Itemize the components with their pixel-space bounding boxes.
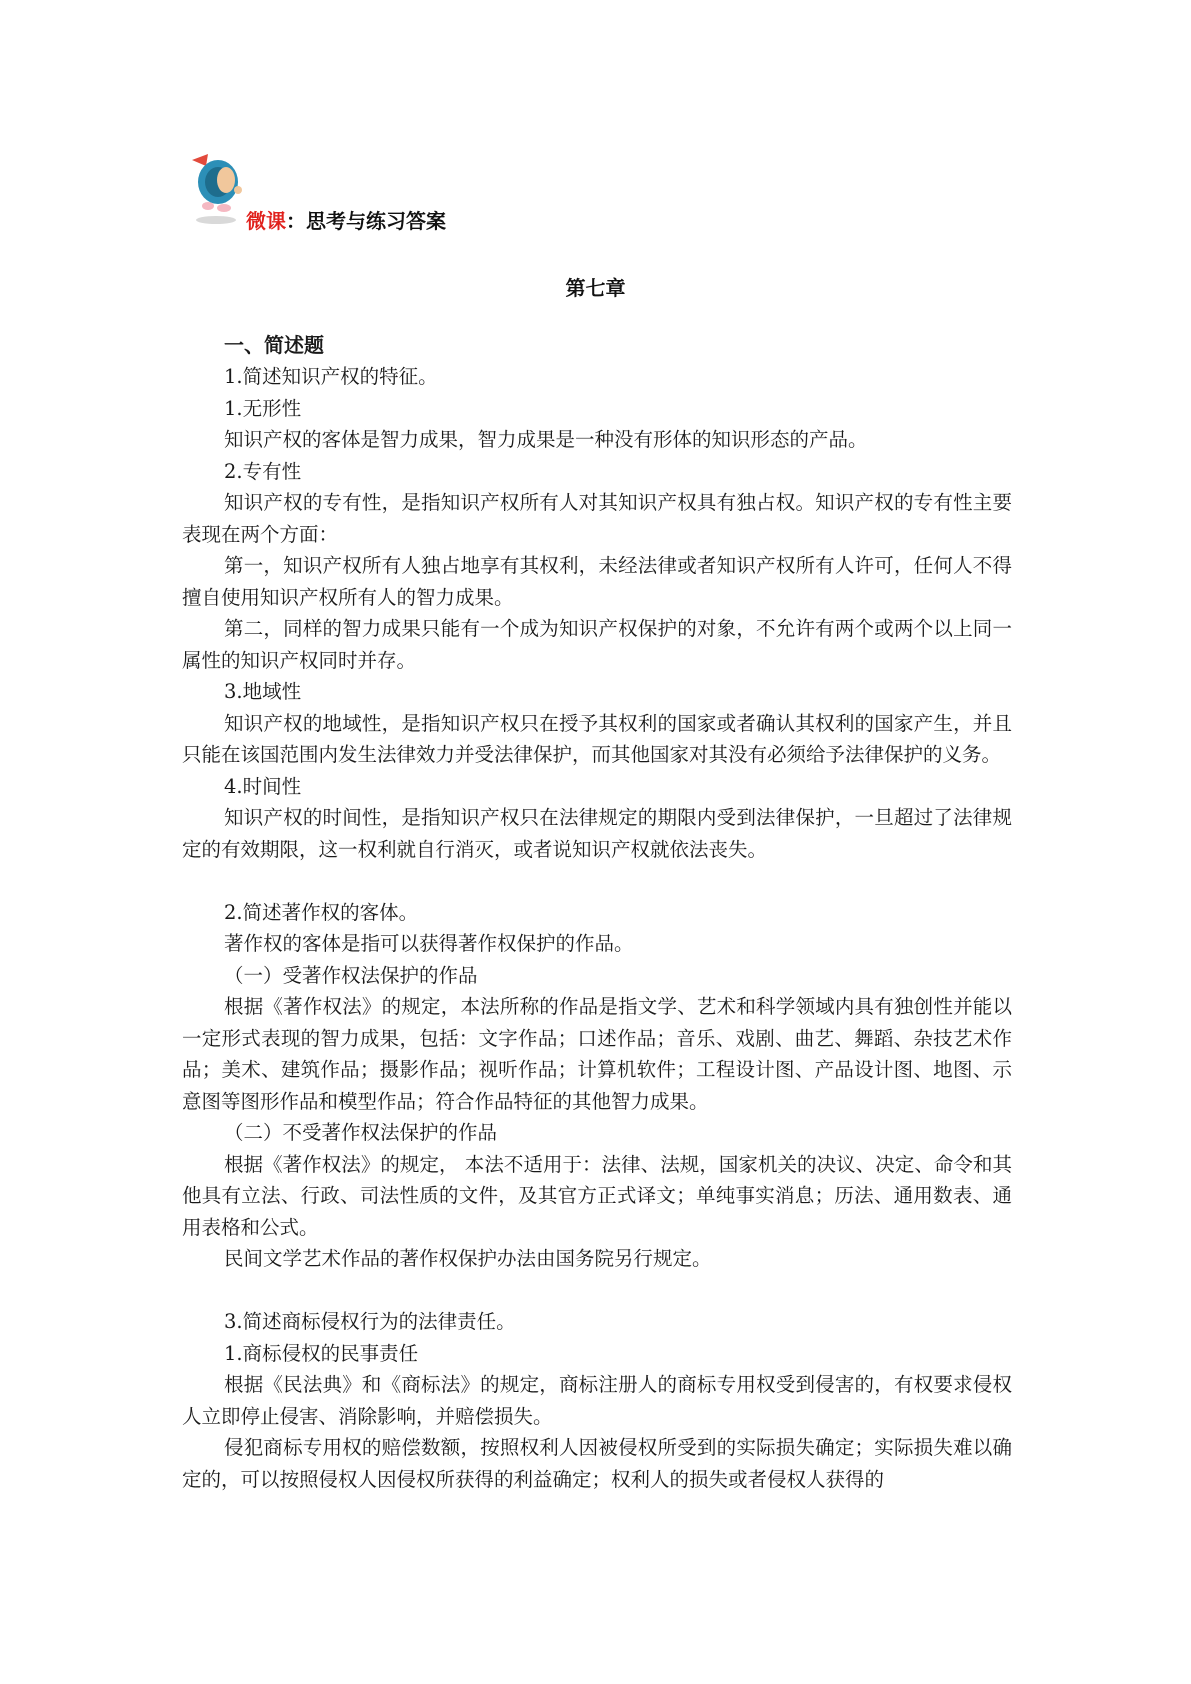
question-2: 2.简述著作权的客体。 bbox=[224, 900, 419, 924]
paragraph: 知识产权的客体是智力成果，智力成果是一种没有形体的知识形态的产品。 bbox=[224, 428, 868, 451]
point-heading: （一）受著作权法保护的作品 bbox=[224, 963, 478, 987]
paragraph: 侵犯商标专用权的赔偿数额，按照权利人因被侵权所受到的实际损失确定；实际损失难以确定的，可以按照侵权人因侵权所获得的利益确定；权利人的损失或者侵权人获得的 bbox=[182, 1436, 1012, 1491]
point-heading: 2.专有性 bbox=[224, 459, 302, 483]
paragraph: 第一，知识产权所有人独占地享有其权利，未经法律或者知识产权所有人许可，任何人不得擅自使用知识产权所有人的智力成果。 bbox=[182, 554, 1012, 609]
paragraph: 知识产权的地域性，是指知识产权只在授予其权利的国家或者确认其权利的国家产生，并且只能在该国范围内发生法律效力并受法律保护，而其他国家对其没有必须给予法律保护的义务。 bbox=[182, 711, 1012, 766]
paragraph: 民间文学艺术作品的著作权保护办法由国务院另行规定。 bbox=[224, 1247, 712, 1270]
header-title-accent: 微课 bbox=[246, 209, 286, 233]
point-heading: 3.地域性 bbox=[224, 680, 302, 703]
chapter-title: 第七章 bbox=[565, 276, 626, 300]
header-title bbox=[246, 205, 446, 234]
header-title-rest: ：思考与练习答案 bbox=[286, 209, 446, 233]
point-heading: （二）不受著作权法保护的作品 bbox=[224, 1121, 498, 1144]
paragraph: 根据《著作权法》的规定，本法所称的作品是指文学、艺术和科学领域内具有独创性并能以一定形式表现的智力成果，包括：文字作品；口述作品；音乐、戏剧、曲艺、舞蹈、杂技艺术作品；美术、建筑作品；摄影作品；视听作品；计算机软件；工程设计图、产品设计图、地图、示意图等图形作品和模型作品；符合作品特征的其他智力成果。 bbox=[182, 995, 1012, 1113]
paragraph: 著作权的客体是指可以获得著作权保护的作品。 bbox=[224, 932, 634, 955]
point-heading: 1.商标侵权的民事责任 bbox=[224, 1341, 419, 1365]
question-3: 3.简述商标侵权行为的法律责任。 bbox=[224, 1310, 516, 1333]
paragraph: 根据《著作权法》的规定， 本法不适用于：法律、法规，国家机关的决议、决定、命令和其他具有立法、行政、司法性质的文件，及其官方正式译文；单纯事实消息；历法、通用数表、通用表格和公式。 bbox=[182, 1152, 1012, 1239]
blank-line bbox=[182, 1275, 1012, 1307]
section-heading: 一、简述题 bbox=[224, 333, 324, 357]
paragraph: 第二，同样的智力成果只能有一个成为知识产权保护的对象，不允许有两个或两个以上同一属性的知识产权同时并存。 bbox=[182, 617, 1012, 672]
paragraph: 知识产权的专有性，是指知识产权所有人对其知识产权具有独占权。知识产权的专有性主要表现在两个方面： bbox=[182, 491, 1012, 546]
blank-line bbox=[182, 865, 1012, 897]
document-body bbox=[182, 330, 1012, 1495]
page-header bbox=[186, 150, 586, 233]
point-heading: 4.时间性 bbox=[224, 774, 302, 798]
point-heading: 1.无形性 bbox=[224, 396, 302, 420]
book-mascot-icon bbox=[186, 150, 246, 226]
question-1: 1.简述知识产权的特征。 bbox=[224, 365, 438, 388]
paragraph: 知识产权的时间性，是指知识产权只在法律规定的期限内受到法律保护，一旦超过了法律规定的有效期限，这一权利就自行消灭，或者说知识产权就依法丧失。 bbox=[182, 806, 1012, 861]
paragraph: 根据《民法典》和《商标法》的规定，商标注册人的商标专用权受到侵害的，有权要求侵权人立即停止侵害、消除影响，并赔偿损失。 bbox=[182, 1373, 1012, 1428]
